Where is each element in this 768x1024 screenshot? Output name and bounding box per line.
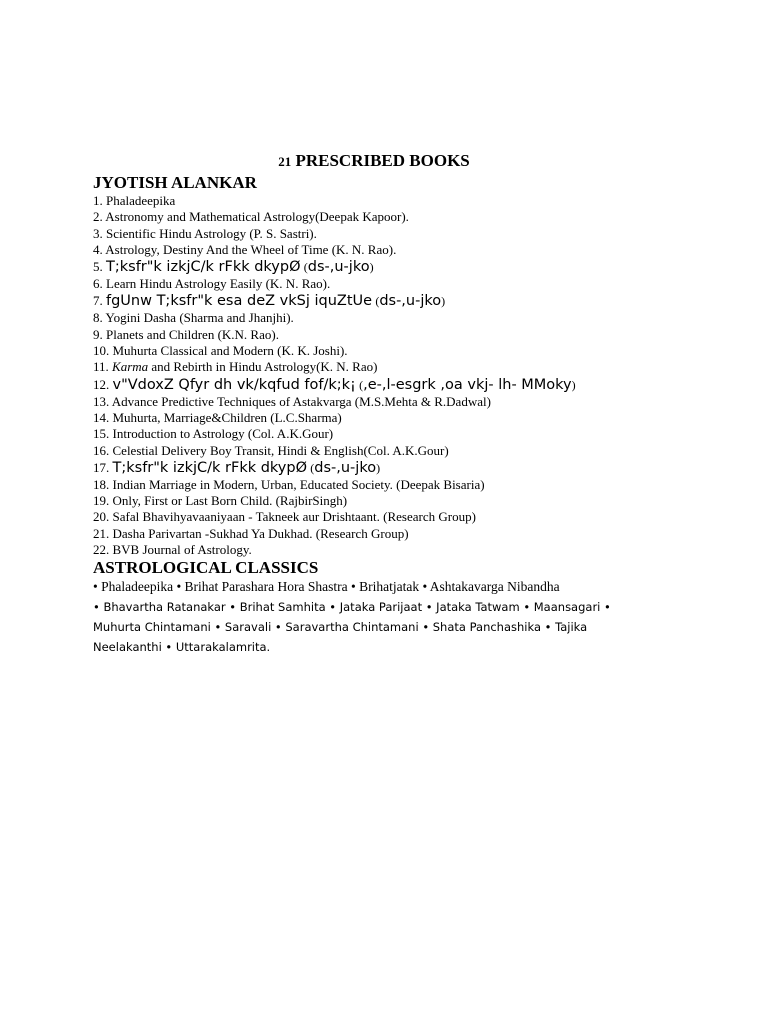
classics-line: • Bhavartha Ratanakar • Brihat Samhita • Jataka Parijaat • Jataka Tatwam • Maansagari • [93, 600, 611, 615]
book-list-item [93, 327, 693, 343]
book-title: Safal Bhavihyavaaniyaan - Takneek aur Drishtaant. (Research Group) [112, 509, 476, 525]
book-title: Planets and Children (K.N. Rao). [106, 326, 279, 342]
page-title [93, 150, 693, 173]
book-title-italic: Karma [112, 359, 149, 375]
book-list-item [93, 459, 693, 477]
book-number: 16. [93, 442, 110, 458]
book-list-item [93, 343, 693, 359]
book-title: T;ksfr"k izkjC/k rFkk dkypØ [106, 259, 301, 276]
book-number: 3. [93, 225, 103, 241]
book-title: Indian Marriage in Modern, Urban, Educated Society. (Deepak Bisaria) [112, 476, 485, 492]
classics-line: Neelakanthi • Uttarakalamrita. [93, 640, 271, 655]
book-list [93, 193, 693, 558]
book-number: 21. [93, 525, 110, 541]
book-number: 22. [93, 542, 110, 558]
book-list-item [93, 209, 693, 225]
book-title: Astronomy and Mathematical Astrology(Deepak Kapoor). [105, 209, 409, 225]
classics-list [93, 578, 693, 657]
paren-close: ) [441, 294, 446, 309]
book-list-item [93, 193, 693, 209]
book-number: 7. [93, 293, 103, 309]
book-title: BVB Journal of Astrology. [112, 542, 252, 558]
classics-line: • Phaladeepika • Brihat Parashara Hora Shastra • Brihatjatak • Ashtakavarga Nibandha [93, 579, 560, 595]
document-page [93, 150, 693, 657]
book-number: 10. [93, 343, 110, 359]
section-heading-astrological-classics: ASTROLOGICAL CLASSICS [93, 558, 319, 578]
book-number: 4. [93, 241, 103, 257]
paren-close: ) [571, 377, 576, 392]
book-list-item [93, 410, 693, 426]
book-author: ds-,u-jko [307, 259, 370, 276]
book-list-item [93, 276, 693, 292]
book-title: Learn Hindu Astrology Easily (K. N. Rao). [106, 276, 331, 292]
book-list-item [93, 258, 693, 276]
section-heading-jyotish-alankar: JYOTISH ALANKAR [93, 173, 257, 192]
paren-close: ) [369, 260, 374, 275]
paren-open: ( [303, 260, 308, 275]
book-number: 20. [93, 509, 110, 525]
book-list-item [93, 292, 693, 310]
book-list-item [93, 376, 693, 394]
book-number: 2. [93, 209, 103, 225]
paren-close: ) [376, 460, 381, 475]
book-list-item [93, 509, 693, 525]
book-number: 15. [93, 426, 110, 442]
book-title: Celestial Delivery Boy Transit, Hindi & English(Col. A.K.Gour) [112, 442, 449, 458]
classics-line: Muhurta Chintamani • Saravali • Saravartha Chintamani • Shata Panchashika • Tajika [93, 620, 588, 635]
book-number: 19. [93, 493, 110, 509]
book-title: Muhurta Classical and Modern (K. K. Joshi). [112, 343, 348, 359]
book-title: Scientific Hindu Astrology (P. S. Sastri). [106, 225, 317, 241]
title-text: PRESCRIBED BOOKS [295, 151, 470, 170]
book-list-item [93, 359, 693, 375]
book-list-item [93, 526, 693, 542]
book-title: Only, First or Last Born Child. (RajbirSingh) [112, 493, 348, 509]
book-list-item [93, 226, 693, 242]
book-title: v"VdoxZ Qfyr dh vk/kqfud fof/k;k¡ [112, 376, 356, 393]
book-title: Astrology, Destiny And the Wheel of Time (K. N. Rao). [105, 241, 397, 257]
book-title: Advance Predictive Techniques of Astakvarga (M.S.Mehta & R.Dadwal) [111, 393, 491, 409]
book-list-item [93, 493, 693, 509]
book-title: T;ksfr"k izkjC/k rFkk dkypØ [112, 459, 308, 476]
book-number: 9. [93, 326, 103, 342]
book-number: 18. [93, 476, 110, 492]
book-number: 8. [93, 310, 103, 326]
book-title: Muhurta, Marriage&Children (L.C.Sharma) [112, 409, 342, 425]
book-author: ds-,u-jko [379, 293, 442, 310]
book-title: and Rebirth in Hindu Astrology(K. N. Rao) [148, 359, 378, 375]
book-title: Yogini Dasha (Sharma and Jhanjhi). [105, 310, 294, 326]
book-title: fgUnw T;ksfr"k esa deZ vkSj iquZtUe [106, 293, 373, 310]
book-number: 12. [93, 376, 110, 392]
book-list-item [93, 542, 693, 558]
book-number: 14. [93, 409, 110, 425]
book-author: ds-,u-jko [314, 459, 377, 476]
book-number: 5. [93, 259, 103, 275]
book-title: Dasha Parivartan -Sukhad Ya Dukhad. (Research Group) [112, 525, 409, 541]
paren-open: ( [310, 460, 315, 475]
book-title: Introduction to Astrology (Col. A.K.Gour) [112, 426, 334, 442]
book-list-item [93, 443, 693, 459]
book-list-item [93, 310, 693, 326]
paren-open: ( [375, 294, 380, 309]
book-number: 6. [93, 276, 103, 292]
book-author: ,e-,l-esgrk ,oa vkj- lh- MMoky [363, 376, 572, 393]
book-list-item [93, 426, 693, 442]
book-number: 13. [93, 393, 110, 409]
paren-open: ( [359, 377, 364, 392]
book-list-item [93, 394, 693, 410]
book-list-item [93, 477, 693, 493]
book-number: 11. [93, 359, 109, 375]
book-list-item [93, 242, 693, 258]
book-number: 1. [93, 193, 103, 208]
book-title: Phaladeepika [106, 193, 176, 208]
title-number: 21 [278, 154, 292, 169]
book-number: 17. [93, 459, 110, 475]
